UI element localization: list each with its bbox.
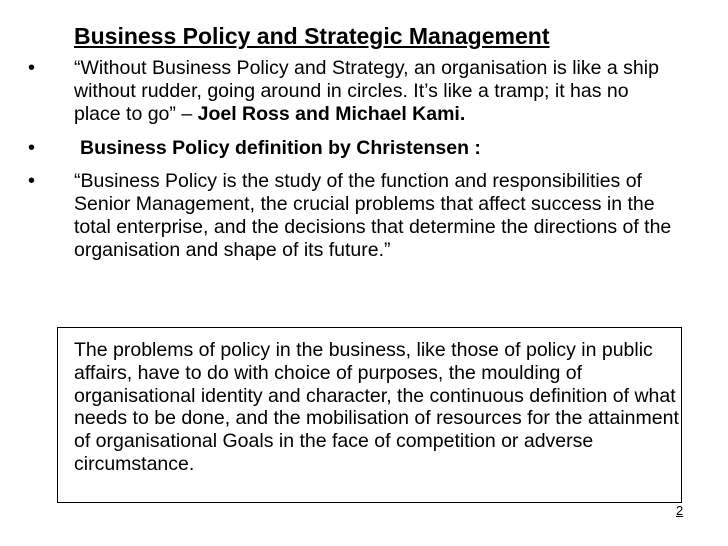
boxed-paragraph: The problems of policy in the business, like those of policy in public affairs, have to do with choice of purposes, the moulding of organisational identity and character, the continuous definition of what needs to be done, and the mobilisation of resources for the attainment of organisational Goals in the face of competition or adverse circumstance. (74, 339, 679, 475)
bullet-list (28, 57, 678, 263)
bullet-christensen-definition (28, 170, 678, 263)
bullet-marker: • (28, 57, 36, 79)
bullet-quote-ross-kami (28, 57, 678, 127)
quote-text: “Without Business Policy and Strategy, an organisation is like a ship without rudder, going around in circles. It’s like a tramp; it has no place to go” – (74, 57, 659, 126)
bullet-marker: • (28, 169, 36, 192)
page-number: 2 (676, 503, 684, 518)
definition-text: “Business Policy is the study of the function and responsibilities of Senior Management, the crucial problems that affect success in the total enterprise, and the decisions that determine the directions of the organisation and shape of its future.” (74, 169, 672, 262)
quote-attribution: Joel Ross and Michael Kami. (197, 103, 466, 126)
christensen-heading: Business Policy definition by Christensen : (80, 136, 481, 159)
bullet-christensen-heading (28, 137, 678, 160)
slide-title: Business Policy and Strategic Management (74, 23, 550, 49)
bullet-marker: • (28, 136, 36, 159)
